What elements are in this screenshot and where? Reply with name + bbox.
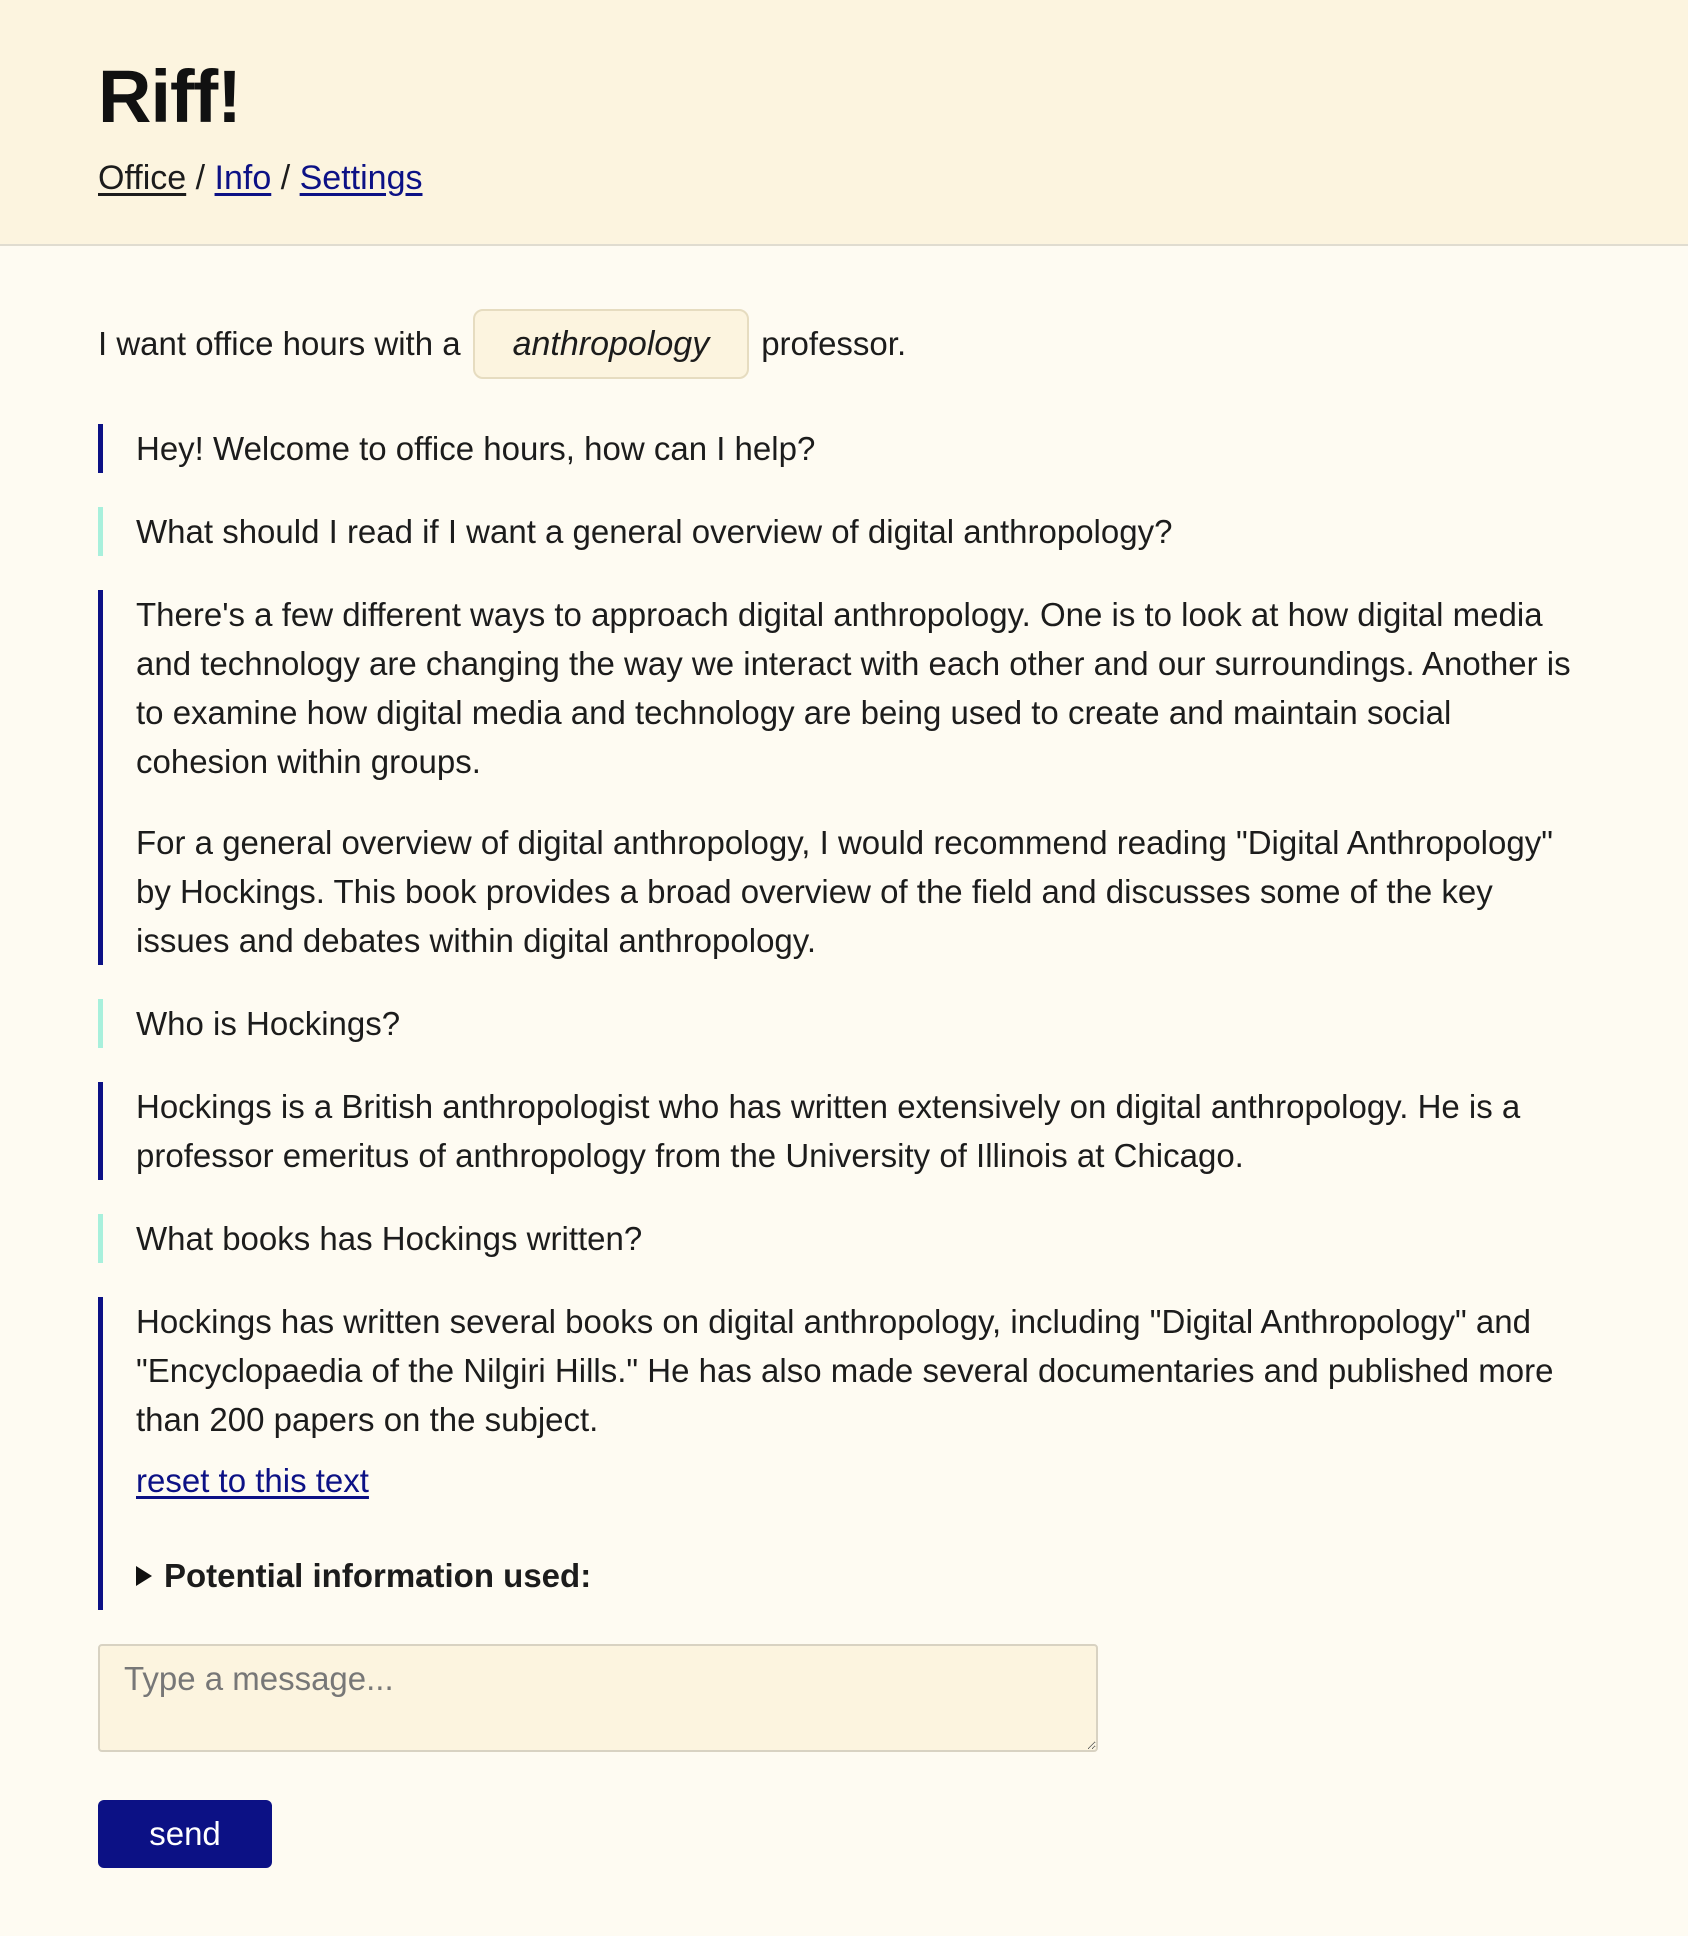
intro-suffix: professor. [761,325,907,362]
message-text: What should I read if I want a general overview of digital anthropology? [136,513,1173,550]
send-button[interactable]: send [98,1800,272,1868]
app-title: Riff! [98,55,241,138]
subject-input[interactable]: anthropology [473,309,750,379]
app-header [0,0,1688,246]
message-text: Hockings has written several books on digital anthropology, including "Digital Anthropology" and "Encyclopaedia of the Nilgiri Hills." He has also made several documentaries and published more than 200 papers on the subject. [136,1303,1554,1438]
breadcrumb [98,158,1590,198]
breadcrumb-separator: / [280,159,291,197]
assistant-message-latest [98,1297,1590,1610]
message-text: What books has Hockings written? [136,1220,643,1257]
user-message [98,999,1590,1048]
message-text: For a general overview of digital anthropology, I would recommend reading "Digital Anthropology" by Hockings. This book provides a broad overview of the field and discusses some of the key issues and debates within digital anthropology. [136,824,1553,959]
professor-subject-prompt [98,308,1590,380]
intro-prefix: I want office hours with a [98,325,461,362]
breadcrumb-info-link[interactable]: Info [214,159,272,197]
message-text: Who is Hockings? [136,1005,401,1042]
breadcrumb-settings-link[interactable]: Settings [299,159,423,197]
user-message [98,1214,1590,1263]
message-text: There's a few different ways to approach digital anthropology. One is to look at how digital media and technology are changing the way we interact with each other and our surroundings. Another is to examine how digital media and technology are being used to create and maintain social cohesion within groups. [136,596,1571,780]
potential-information-toggle[interactable] [136,1551,1590,1610]
user-message [98,507,1590,556]
message-text: Hey! Welcome to office hours, how can I help? [136,430,816,467]
conversation [98,424,1590,1610]
potential-information-label: Potential information used: [164,1557,592,1594]
breadcrumb-office-link[interactable]: Office [98,159,187,197]
office-hours-main [0,246,1688,1868]
disclosure-triangle-icon [136,1566,152,1586]
reset-to-text-link[interactable]: reset to this text [136,1462,369,1499]
breadcrumb-separator: / [195,159,206,197]
message-input[interactable] [98,1644,1098,1752]
assistant-message [98,1082,1590,1180]
message-text: Hockings is a British anthropologist who has written extensively on digital anthropology. He is a professor emeritus of anthropology from the University of Illinois at Chicago. [136,1088,1521,1174]
assistant-message [98,424,1590,473]
assistant-message [98,590,1590,965]
